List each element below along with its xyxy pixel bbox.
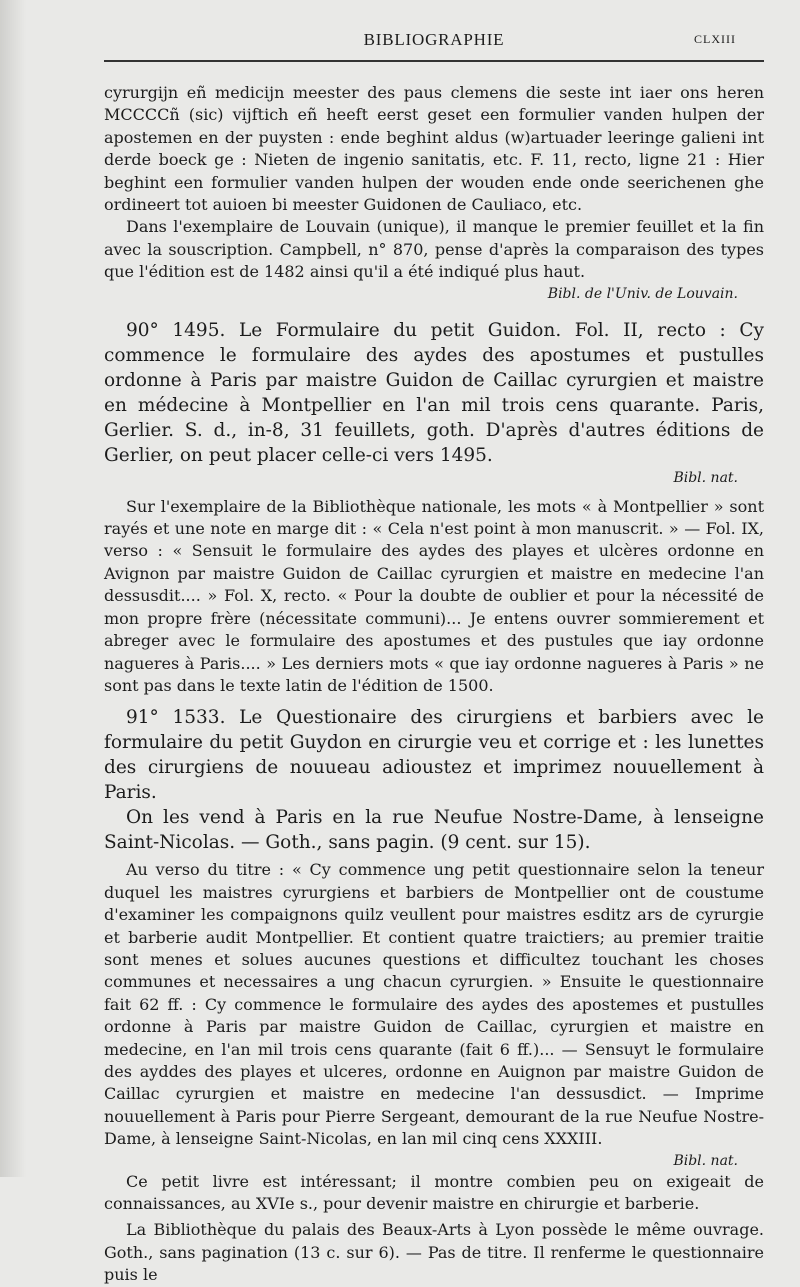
paragraph-sale-location: On les vend à Paris en la rue Neufue Nostre-Dame, à lenseigne Saint-Nicolas. — Goth., sans pagin. (9 cent. sur 15). (104, 807, 764, 854)
page-number: CLXIII (694, 32, 736, 46)
paragraph-lyon-copy: La Bibliothèque du palais des Beaux-Arts à Lyon possède le même ouvrage. Goth., sans pagination (13 c. sur 6). — Pas de titre. Il renferme le questionnaire puis le (104, 1220, 764, 1285)
library-reference-bibl-nat-1: Bibl. nat. (673, 469, 738, 486)
paragraph-continuation: cyrurgijn eñ medicijn meester des paus clemens die seste int iaer ons heren MCCCCñ (sic) vijftich eñ heeft eerst geset een formulier vanden hulpen der apostemen en der puysten : ende beghint aldus (w)artuader leeringe galieni int derde boeck ge : Nieten de ingenio sanitatis, etc. F. 11, recto, ligne 21 : Hier beghint een formulier vanden hulpen der wouden ende onde seerichenen ghe ordineert tot auioen bi meester Guidonen de Cauliaco, etc. (104, 83, 764, 215)
library-reference-louvain: Bibl. de l'Univ. de Louvain. (547, 285, 738, 302)
paragraph-louvain-copy: Dans l'exemplaire de Louvain (unique), il manque le premier feuillet et la fin avec la souscription. Campbell, n° 870, pense d'après la comparaison des types que l'édition est de 1482 ainsi qu'il a été indiqué plus haut. (104, 217, 764, 282)
library-reference-bibl-nat-2: Bibl. nat. (673, 1152, 738, 1169)
page-edge-shadow (0, 0, 26, 1177)
running-title: BIBLIOGRAPHIE (363, 30, 505, 49)
paragraph-bibl-nat-copy: Sur l'exemplaire de la Bibliothèque nationale, les mots « à Montpellier » sont rayés et une note en marge dit : « Cela n'est point à mon manuscrit. » — Fol. IX, verso : « Sensuit le formulaire des aydes des playes et ulcères ordonne en Avignon par maistre Guidon de Caillac cyrurgien et maistre en medecine l'an dessusdit.... » Fol. X, recto. « Pour la doubte de oublier et pour la nécessité de mon propre frère (nécessitate communi)... Je entens ouvrer sommierement et abreger avec le formulaire des apostumes et des pustules que iay ordonne nagueres à Paris.... » Les derniers mots « que iay ordonne nagueres à Paris » ne sont pas dans le texte latin de l'édition de 1500. (104, 496, 764, 695)
entry-90-formulaire: 90° 1495. Le Formulaire du petit Guidon. Fol. II, recto : Cy commence le formulaire des aydes des apostumes et pustulles ordonne à Paris par maistre Guidon de Caillac cyrurgien et maistre en médecine à Montpellier en l'an mil trois cens quarante. Paris, Gerlier. S. d., in-8, 31 feuillets, goth. D'après d'autres éditions de Gerlier, on peut placer celle-ci vers 1495. (104, 319, 764, 466)
header-rule (104, 60, 764, 62)
paragraph-petit-livre: Ce petit livre est intéressant; il montre combien peu on exigeait de connaissances, au XVIe s., pour devenir maistre en chirurgie et barberie. (104, 1171, 764, 1213)
running-header (104, 28, 764, 54)
entry-91-questionaire: 91° 1533. Le Questionaire des cirurgiens et barbiers avec le formulaire du petit Guydon en cirurgie veu et corrige et : les lunettes des cirurgiens de nouueau adioustez et imprimez nouuellement à Paris. (104, 707, 764, 804)
paragraph-verso-du-titre: Au verso du titre : « Cy commence ung petit questionnaire selon la teneur duquel les maistres cyrurgiens et barbiers de Montpellier ont de coustume d'examiner les compaignons quilz veullent pour maistres esditz ars de cyrurgie et barberie audit Montpellier. Et contient quatre traictiers; au premier traitie sont menes et solues aucunes questions et difficultez touchant les choses communes et necessaires a ung chacun cyrurgien. » Ensuite le questionnaire fait 62 ff. : Cy commence le formulaire des aydes des apostemes et pustulles ordonne à Paris par maistre Guidon de Caillac, cyrurgien et maistre en medecine, en l'an mil trois cens quarante (fait 6 ff.)... — Sensuyt le formulaire des ayddes des playes et ulceres, ordonne en Auignon par maistre Guidon de Caillac cyrurgien et maistre en medecine l'an dessusdict. — Imprime nouuellement à Paris pour Pierre Sergeant, demourant de la rue Neufue Nostre-Dame, à lenseigne Saint-Nicolas, en lan mil cinq cens XXXIII. (104, 860, 764, 1149)
